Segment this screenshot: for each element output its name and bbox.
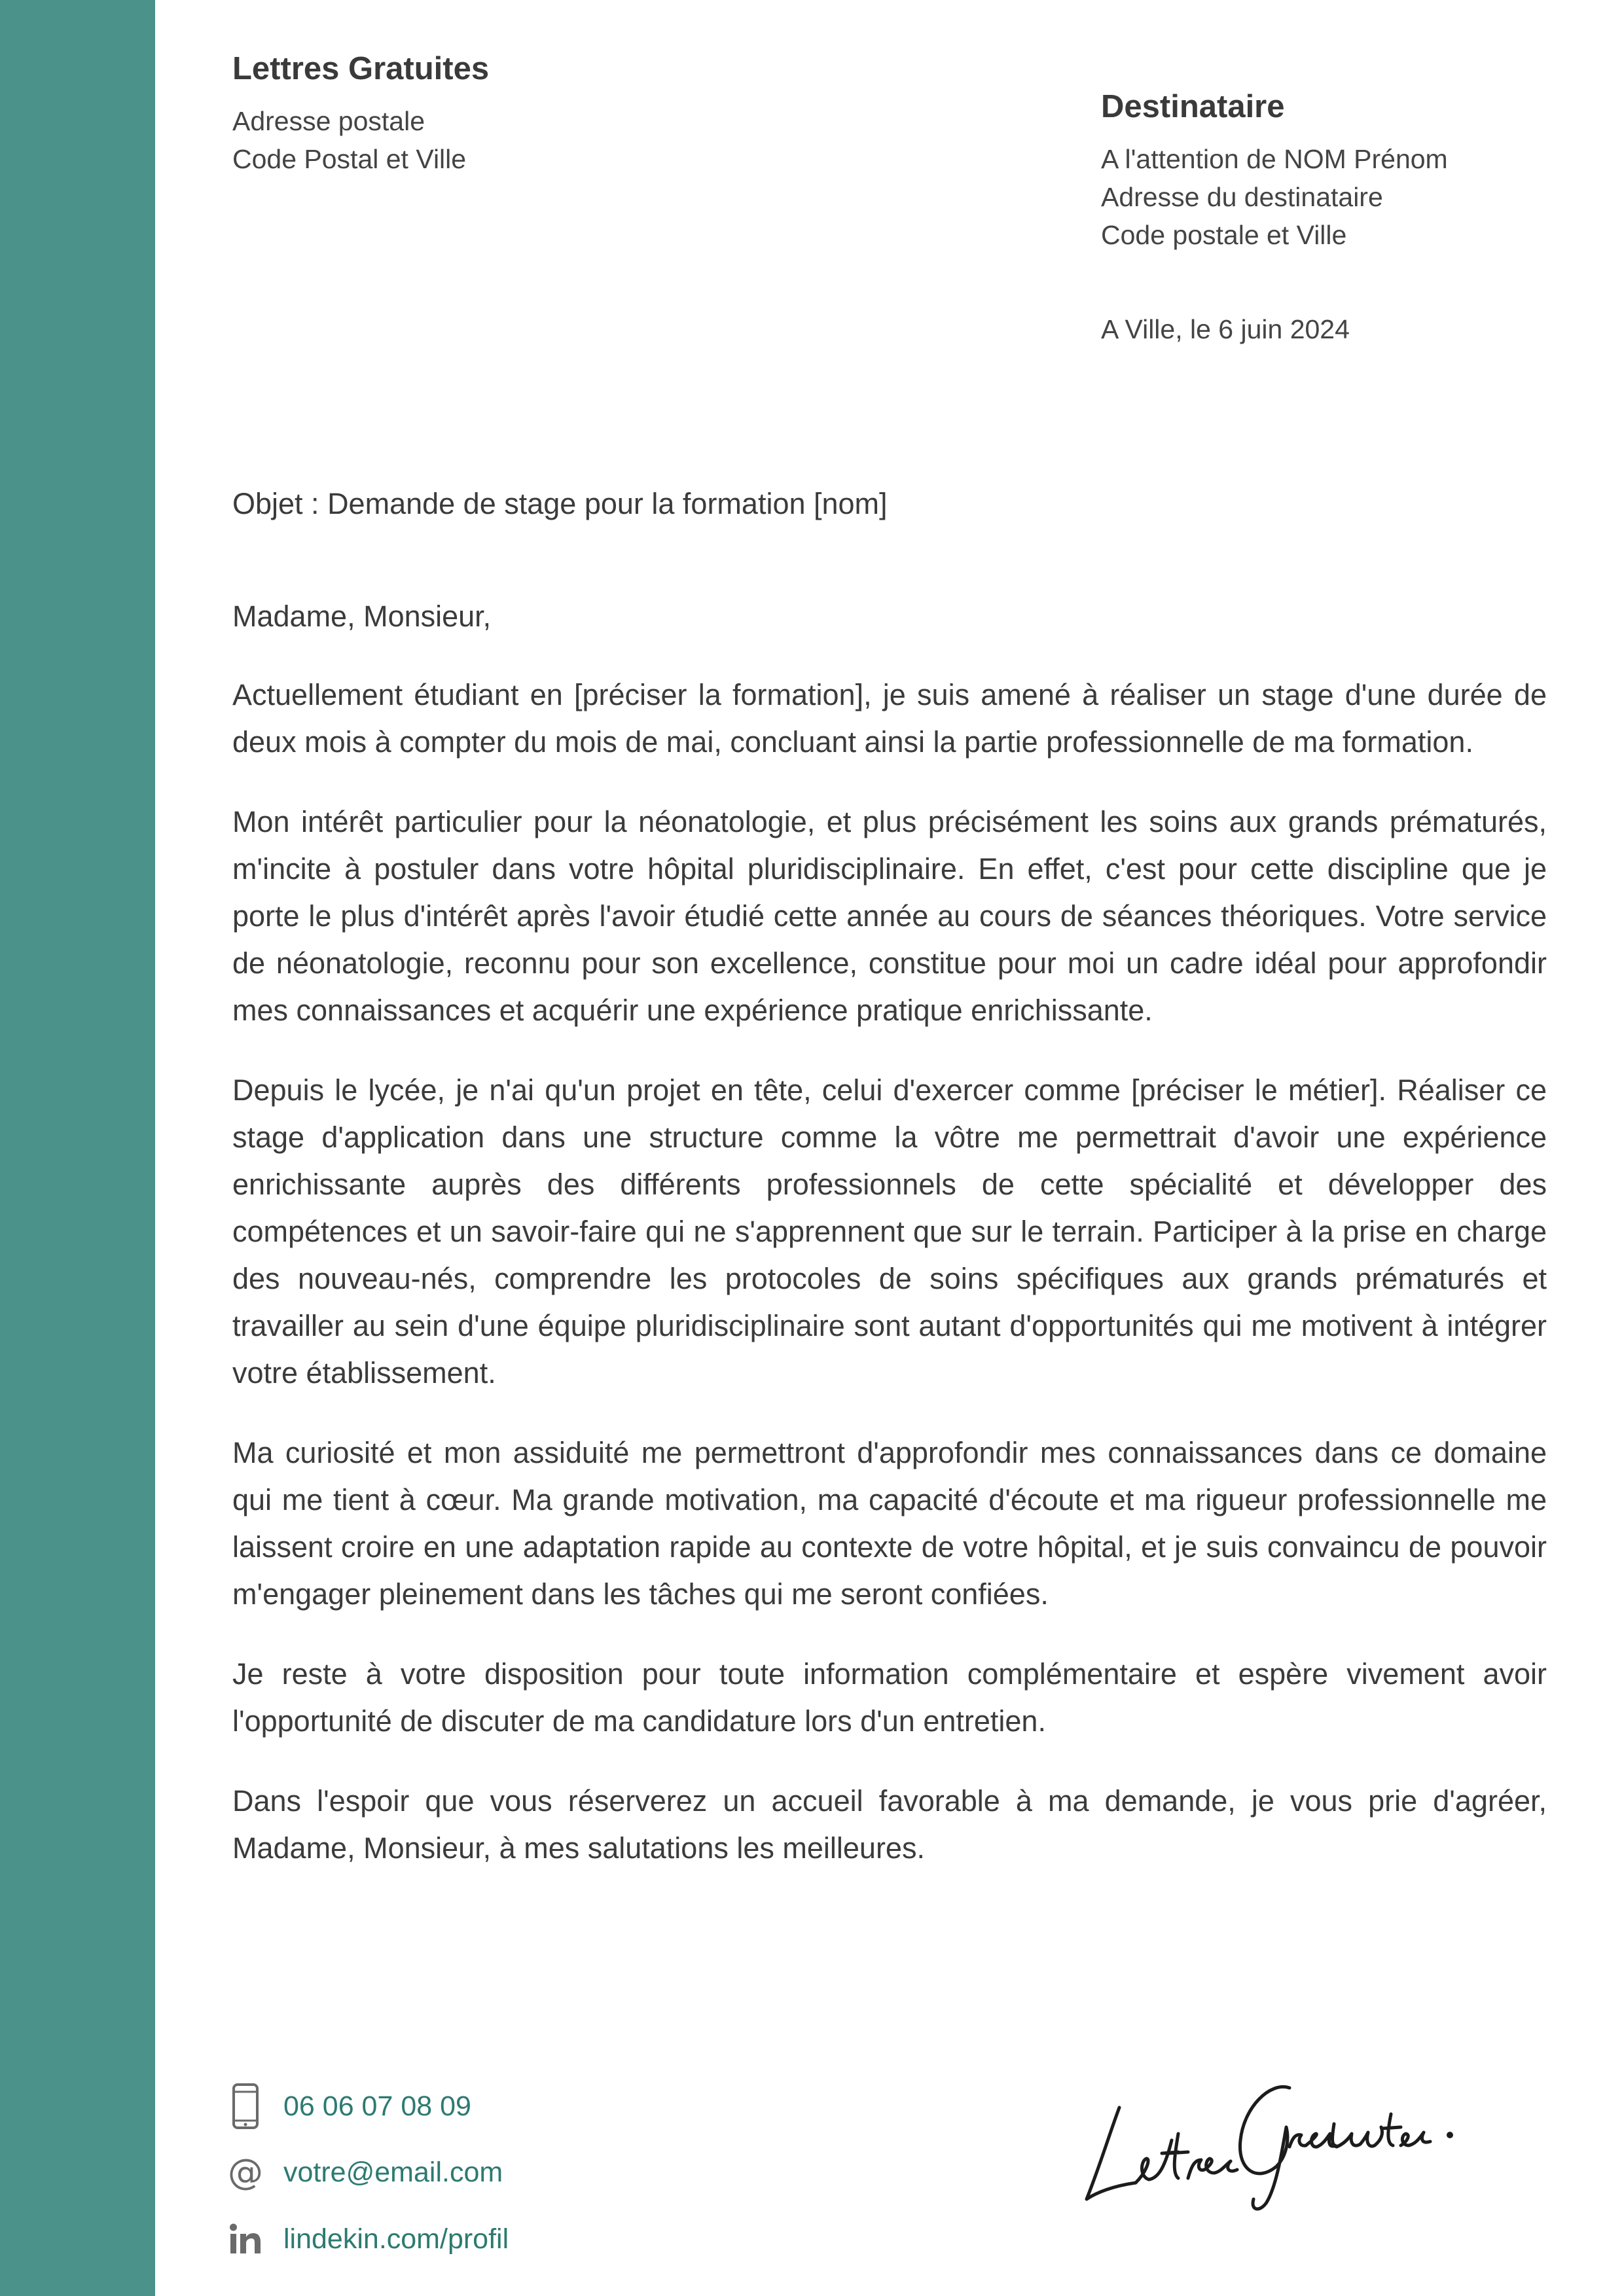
body-paragraph-5: Je reste à votre disposition pour toute information complémentaire et espère vivement avoir l'opportunité de discuter de ma candidature lors d'un entretien. <box>232 1657 1547 1738</box>
contact-phone-value[interactable]: 06 06 07 08 09 <box>283 2090 471 2122</box>
contact-linkedin <box>226 2215 815 2263</box>
contact-linkedin-value[interactable]: lindekin.com/profil <box>283 2223 509 2255</box>
sidebar-accent-band <box>0 0 155 2296</box>
recipient-block <box>1101 84 1598 254</box>
recipient-address-line2: Code postale et Ville <box>1101 220 1347 250</box>
letter-date: A Ville, le 6 juin 2024 <box>1101 314 1350 344</box>
contact-email-value[interactable]: votre@email.com <box>283 2156 503 2188</box>
sender-address-line1: Adresse postale <box>232 106 425 136</box>
recipient-title: Destinataire <box>1101 89 1285 124</box>
body-paragraph-6: Dans l'espoir que vous réserverez un accueil favorable à ma demande, je vous prie d'agréer, Madame, Monsieur, à mes salutations les meilleures. <box>232 1784 1547 1865</box>
recipient-address-line1: Adresse du destinataire <box>1101 182 1383 212</box>
recipient-attention: A l'attention de NOM Prénom <box>1101 144 1448 174</box>
body-paragraph-3: Depuis le lycée, je n'ai qu'un projet en tête, celui d'exercer comme [préciser le métier]. Réaliser ce stage d'application dans une structure comme la vôtre me permettrait d'avoir une expérience enrichissante auprès des différents professionnels de cette spécialité et développer des compétences et un savoir-faire qui ne s'apprennent que sur le terrain. Participer à la prise en charge des nouveau-nés, comprendre les protocoles de soins spécifiques aux grands prématurés et travailler au sein d'une équipe pluridisciplinaire sont autant d'opportunités qui me motivent à intégrer votre établissement. <box>232 1073 1547 1390</box>
body-paragraph-2: Mon intérêt particulier pour la néonatologie, et plus précisément les soins aux grands prématurés, m'incite à postuler dans votre hôpital pluridisciplinaire. En effet, c'est pour cette discipline que je porte le plus d'intérêt après l'avoir étudié cette année au cours de séances théoriques. Votre service de néonatologie, reconnu pour son excellence, constitue pour moi un cadre idéal pour approfondir mes connaissances et acquérir une expérience pratique enrichissante. <box>232 805 1547 1027</box>
svg-text:@: @ <box>228 2154 263 2191</box>
body-paragraph-4: Ma curiosité et mon assiduité me permettront d'approfondir mes connaissances dans ce domaine qui me tient à cœur. Ma grande motivation, ma capacité d'écoute et ma rigueur professionnelle me laissent croire en une adaptation rapide au contexte de votre hôpital, et je suis convaincu de pouvoir m'engager pleinement dans les tâches qui me seront confiées. <box>232 1436 1547 1611</box>
at-sign-icon <box>226 2149 265 2196</box>
contact-phone <box>226 2083 815 2130</box>
sender-block <box>232 46 821 178</box>
letter-subject: Objet : Demande de stage pour la formation [nom] <box>232 487 888 520</box>
handwritten-signature <box>1074 2062 1479 2219</box>
sender-address-line2: Code Postal et Ville <box>232 144 467 174</box>
letter-body <box>232 593 1547 1905</box>
linkedin-icon <box>226 2215 265 2263</box>
salutation: Madame, Monsieur, <box>232 600 492 633</box>
phone-icon <box>226 2083 265 2130</box>
sender-name: Lettres Gratuites <box>232 51 490 86</box>
body-paragraph-1: Actuellement étudiant en [préciser la formation], je suis amené à réaliser un stage d'une durée de deux mois à compter du mois de mai, concluant ainsi la partie professionnelle de ma formation. <box>232 678 1547 759</box>
contact-email <box>226 2149 815 2196</box>
